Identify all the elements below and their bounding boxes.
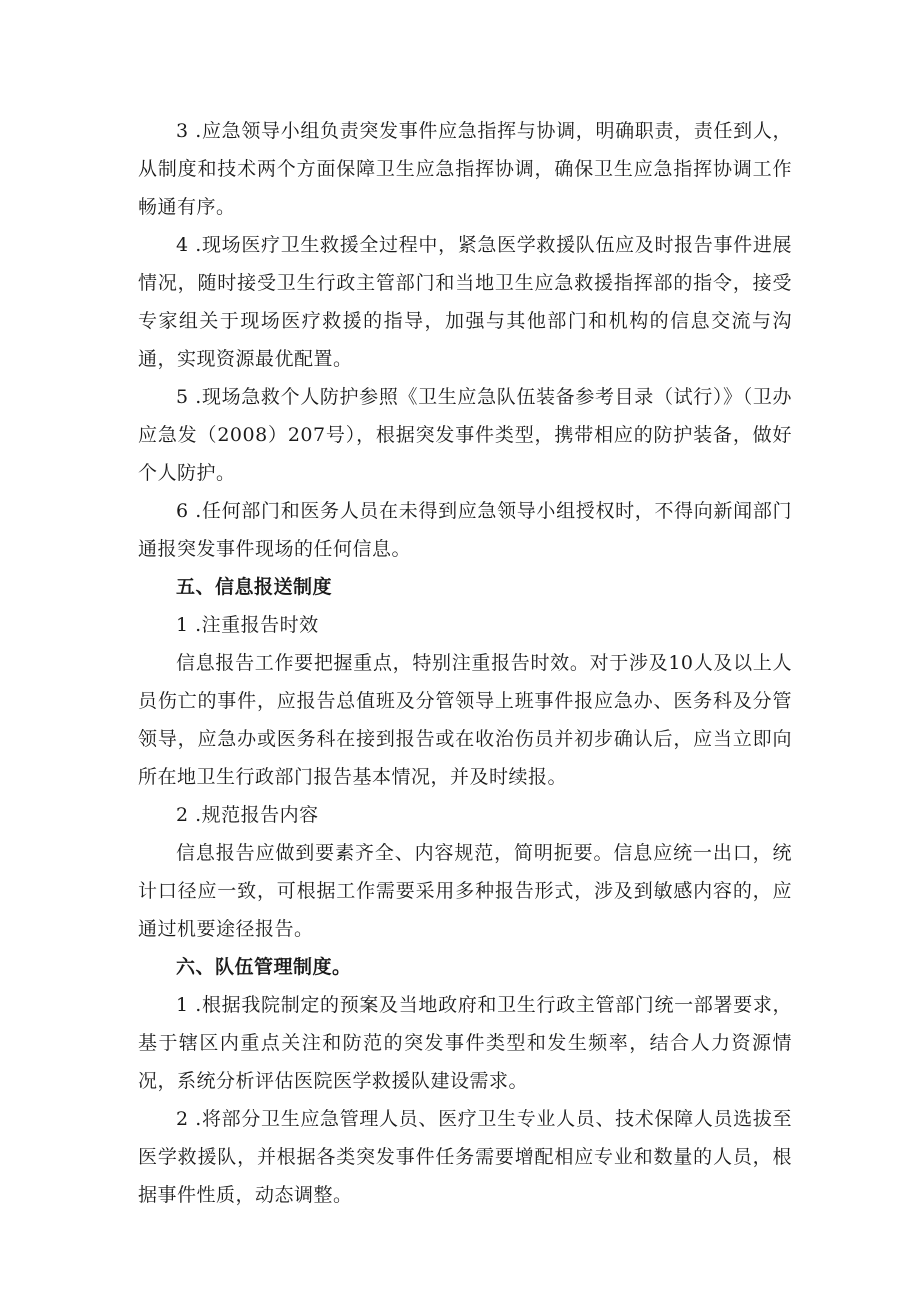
subheading-report-content: 2 .规范报告内容 [176,804,319,826]
paragraph-item-6-news-authorization: 6 .任何部门和医务人员在未得到应急领导小组授权时，不得向新闻部门通报突发事件现场的任何信息。 [138,500,792,560]
paragraph-item-3-command-coordination: 3 .应急领导小组负责突发事件应急指挥与协调，明确职责，责任到人，从制度和技术两个方面保障卫生应急指挥协调，确保卫生应急指挥协调工作畅通有序。 [138,120,792,218]
paragraph-item-5-personal-protection: 5 .现场急救个人防护参照《卫生应急队伍装备参考目录（试行）》（卫办应急发（2008）207号），根据突发事件类型，携带相应的防护装备，做好个人防护。 [138,386,792,484]
paragraph-team-item-1: 1 .根据我院制定的预案及当地政府和卫生行政主管部门统一部署要求，基于辖区内重点关注和防范的突发事件类型和发生频率，结合人力资源情况，系统分析评估医院医学救援队建设需求。 [138,994,792,1092]
section-heading-information-reporting: 五、信息报送制度 [176,576,333,598]
paragraph-team-item-2: 2 .将部分卫生应急管理人员、医疗卫生专业人员、技术保障人员选拔至医学救援队，并根据各类突发事件任务需要增配相应专业和数量的人员，根据事件性质，动态调整。 [138,1108,792,1206]
document-page [138,112,792,1214]
paragraph-item-4-rescue-reporting: 4 .现场医疗卫生救援全过程中，紧急医学救援队伍应及时报告事件进展情况，随时接受卫生行政主管部门和当地卫生应急救援指挥部的指令，接受专家组关于现场医疗救援的指导，加强与其他部门和机构的信息交流与沟通，实现资源最优配置。 [138,234,792,370]
paragraph-report-content: 信息报告应做到要素齐全、内容规范，简明扼要。信息应统一出口，统计口径应一致，可根据工作需要采用多种报告形式，涉及到敏感内容的，应通过机要途径报告。 [138,842,792,940]
subheading-report-timeliness: 1 .注重报告时效 [176,614,319,636]
section-heading-team-management: 六、队伍管理制度。 [176,956,352,978]
paragraph-report-timeliness: 信息报告工作要把握重点，特别注重报告时效。对于涉及10人及以上人员伤亡的事件，应报告总值班及分管领导上班事件报应急办、医务科及分管领导，应急办或医务科在接到报告或在收治伤员并初步确认后，应当立即向所在地卫生行政部门报告基本情况，并及时续报。 [138,652,792,788]
